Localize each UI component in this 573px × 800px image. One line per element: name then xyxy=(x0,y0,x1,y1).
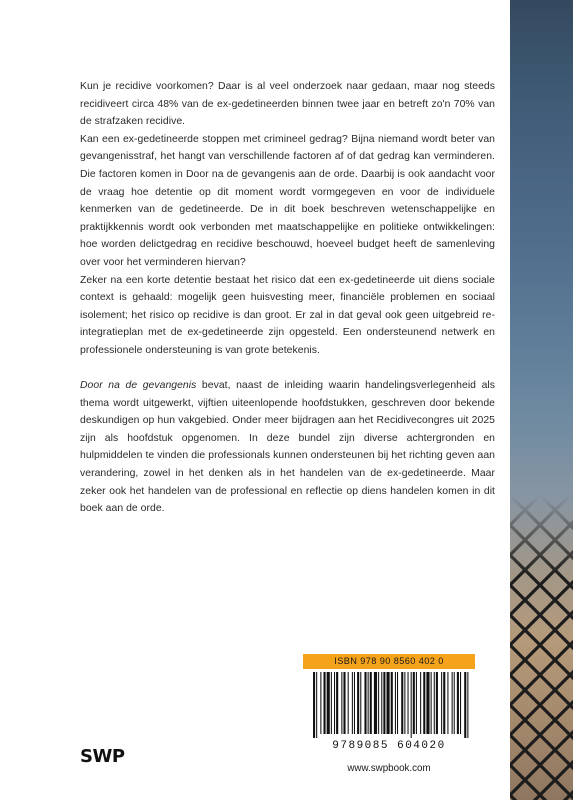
barcode-bar xyxy=(420,672,421,734)
barcode-bar xyxy=(464,672,466,738)
barcode-bar xyxy=(436,672,438,734)
barcode-bar xyxy=(395,672,396,734)
barcode-bar xyxy=(378,672,379,734)
paragraph-1: Kun je recidive voorkomen? Daar is al veel onderzoek naar gedaan, maar nog steeds recidiveert circa 48% van de ex-gedetineerden binnen twee jaar en betreft zo'n 70% van de strafzaken recidive. xyxy=(80,81,495,128)
barcode-bar xyxy=(443,672,445,734)
barcode-bar xyxy=(360,672,361,734)
barcode-bar xyxy=(391,672,393,734)
barcode-bar xyxy=(434,672,435,734)
barcode-bar xyxy=(381,672,382,734)
barcode-bar xyxy=(408,672,409,734)
barcode-bar xyxy=(354,672,355,734)
isbn-label: ISBN 978 90 8560 402 0 xyxy=(303,654,475,669)
barcode-bar xyxy=(348,672,349,734)
barcode-bar xyxy=(334,672,335,734)
barcode-bar xyxy=(383,672,385,734)
barcode-bar xyxy=(364,672,366,734)
barcode-bar xyxy=(404,672,405,734)
barcode-bar xyxy=(401,672,403,734)
paragraph-3: Zeker na een korte detentie bestaat het risico dat een ex-gedetineerde uit diens sociale context is gehaald: mogelijk geen huisvesting meer, financiële problemen en sociaal isolement; het risico op recidive is dan groot. Er zal in dat geval ook geen uitgebreid re-integratieplan met de ex-gedetineerde zijn opgesteld. Een ondersteunend netwerk en professionele ondersteuning is van grote betekenis. xyxy=(80,274,495,356)
barcode-bar xyxy=(331,672,332,734)
barcode-digits: 9789085 604020 xyxy=(332,740,446,752)
cover-photo-strip xyxy=(510,0,573,800)
barcode-bar xyxy=(370,672,372,734)
paragraph-4 xyxy=(80,377,495,518)
barcode-bar xyxy=(426,672,429,734)
barcode-bar xyxy=(397,672,398,734)
barcode-bar xyxy=(368,672,369,734)
barcode-bar xyxy=(441,672,442,734)
blurb-text xyxy=(80,78,495,518)
barcode-bar xyxy=(313,672,315,738)
barcode-bar xyxy=(336,672,338,734)
barcode-bar xyxy=(316,672,317,738)
barcode-bar xyxy=(416,672,417,734)
chain-link-fence-image xyxy=(510,0,573,800)
barcode-bar xyxy=(413,672,415,734)
paragraph-4-text: bevat, naast de inleiding waarin handelingsverlegenheid als thema wordt uitgewerkt, vijftien uiteenlopende hoofdstukken, geschreven door bekende deskundigen op hun vakgebied. Onder meer bijdragen aan het Recidivecongres uit 2025 zijn als hoofdstuk opgenomen. In deze bundel zijn diverse achtergronden en hulpmiddelen te vinden die professionals kunnen ondersteunen bij het richting geven aan verandering, zowel in het denken als in het handelen van de ex-gedetineerde. Maar zeker ook het handelen van de professional en reflectie op diens handelen komen in dit boek aan de orde. xyxy=(80,380,496,515)
barcode-bar xyxy=(454,672,455,734)
barcode-bar xyxy=(387,672,390,734)
barcode-bar xyxy=(324,672,326,734)
barcode-bar xyxy=(320,672,321,734)
book-title-italic: Door na de gevangenis xyxy=(80,380,197,392)
paragraph-spacer xyxy=(80,360,495,378)
publisher-logo: SWP xyxy=(80,746,125,767)
barcode-bar xyxy=(343,672,345,734)
barcode-bar xyxy=(352,672,353,734)
barcode-bar xyxy=(423,672,425,734)
barcode-bar xyxy=(374,672,377,734)
barcode-bar xyxy=(457,672,459,734)
barcode-bar xyxy=(467,672,468,738)
barcode-bar xyxy=(460,672,461,734)
publisher-website: www.swpbook.com xyxy=(347,763,431,774)
barcode-image xyxy=(311,672,471,738)
barcode-bar xyxy=(341,672,342,734)
barcode-bar xyxy=(452,672,453,734)
barcode-bar xyxy=(411,672,412,738)
barcode-bar xyxy=(447,672,448,734)
paragraph-2: Kan een ex-gedetineerde stoppen met crimineel gedrag? Bijna niemand wordt beter van gevangenisstraf, het hangt van verschillende factoren af of dat gedrag kan verminderen. Die factoren komen in Door na de gevangenis aan de orde. Daarbij is ook aandacht voor de vraag hoe detentie op dit moment wordt vormgegeven en voor de individuele kenmerken van de gedetineerde. De in dit boek beschreven wetenschappelijke en praktijkkennis wordt ook verbonden met maatschappelijke en politieke ontwikkelingen: hoe worden delictgedrag en recidive beschouwd, hoeveel budget heeft de samenleving over voor het verminderen hiervan? xyxy=(80,133,495,268)
barcode-bar xyxy=(431,672,432,734)
barcode-bar xyxy=(357,672,359,734)
barcode-bar xyxy=(327,672,330,734)
